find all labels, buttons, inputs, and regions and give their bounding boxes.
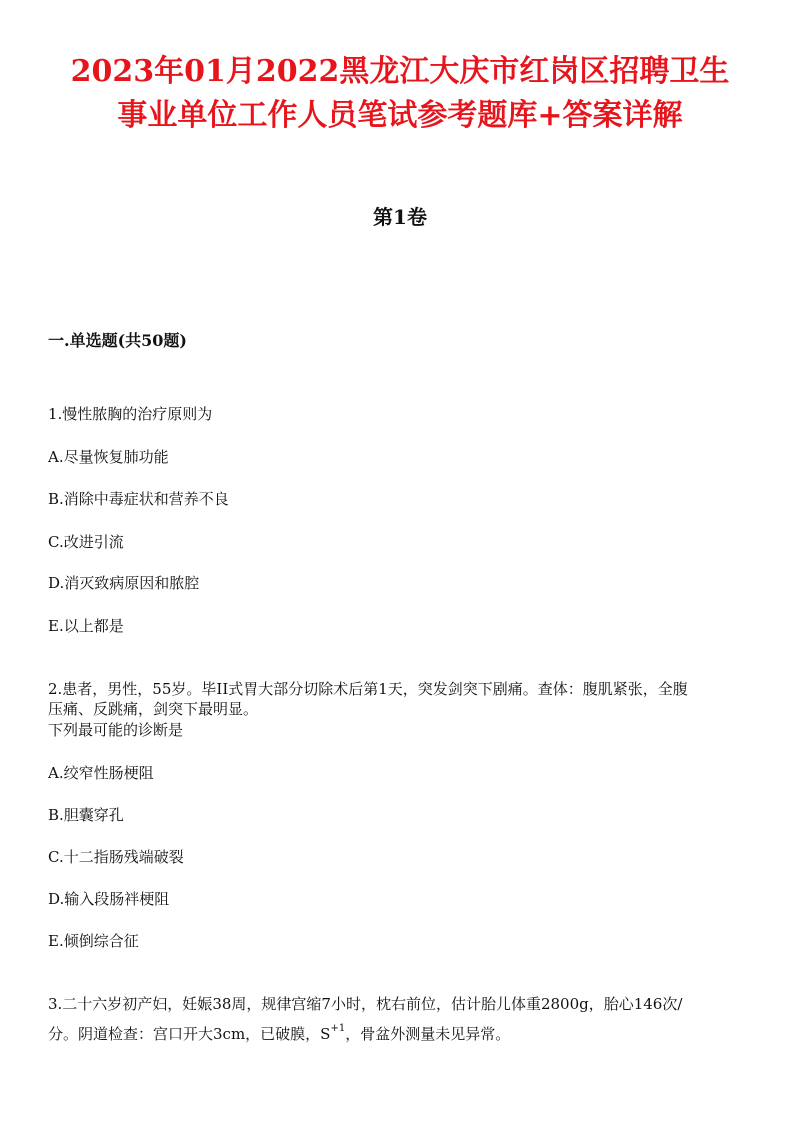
question-2-option-a: A.绞窄性肠梗阻 xyxy=(48,764,154,782)
question-2-stem-line-2: 压痛、反跳痛，剑突下最明显。 xyxy=(48,700,259,718)
question-1-option-b: B.消除中毒症状和营养不良 xyxy=(48,490,229,508)
question-2-option-c: C.十二指肠残端破裂 xyxy=(48,848,184,866)
question-3-stem-line-1: 3.二十六岁初产妇，妊娠38周，规律宫缩7小时，枕右前位，估计胎儿体重2800g，胎心146次/ xyxy=(48,995,683,1013)
question-1-option-e: E.以上都是 xyxy=(48,617,124,635)
document-title xyxy=(30,50,770,138)
question-3-stem-line-2-a: 分。阴道检查：宫口开大3cm，已破膜，S xyxy=(48,1025,331,1043)
title-line-1: 2023年01月2022黑龙江大庆市红岗区招聘卫生 xyxy=(70,54,730,89)
question-2-option-e: E.倾倒综合征 xyxy=(48,932,139,950)
question-1-stem: 1.慢性脓胸的治疗原则为 xyxy=(48,405,213,423)
question-2-option-d: D.输入段肠袢梗阻 xyxy=(48,890,170,908)
question-1-option-a: A.尽量恢复肺功能 xyxy=(48,448,169,466)
station-superscript: +1 xyxy=(330,1023,346,1034)
question-1-option-c: C.改进引流 xyxy=(48,533,124,551)
question-3-stem-line-2 xyxy=(48,1024,760,1044)
question-1-option-d: D.消灭致病原因和脓腔 xyxy=(48,574,200,592)
section-heading: 一.单选题(共50题) xyxy=(48,331,187,350)
question-2-stem-line-1: 2.患者，男性，55岁。毕II式胃大部分切除术后第1天，突发剑突下剧痛。查体：腹肌紧张，全腹 xyxy=(48,680,688,698)
volume-heading: 第1卷 xyxy=(373,205,427,229)
question-2-option-b: B.胆囊穿孔 xyxy=(48,806,124,824)
question-3-stem-line-2-b: ，骨盆外测量未见异常。 xyxy=(345,1025,511,1043)
title-line-2: 事业单位工作人员笔试参考题库+答案详解 xyxy=(117,98,683,133)
question-2-stem-line-3: 下列最可能的诊断是 xyxy=(48,721,184,739)
